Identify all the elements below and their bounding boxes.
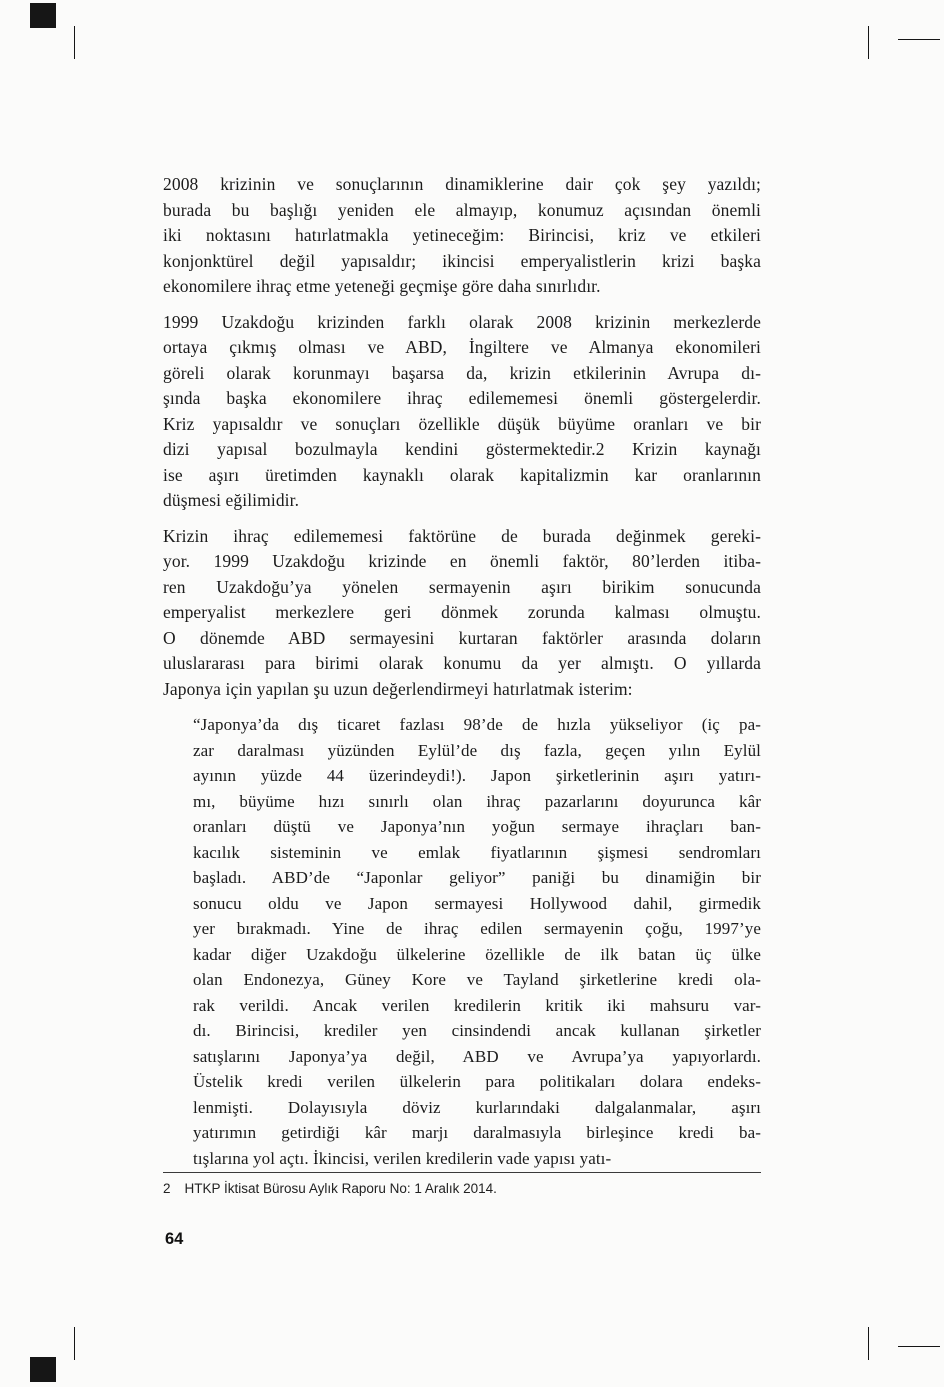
text-line: O dönemde ABD sermayesini kurtaran faktörler arasında doların — [163, 627, 761, 648]
text-line: ekonomilere ihraç etme yeteneği geçmişe göre daha sınırlıdır. — [163, 276, 601, 296]
text-line: ise aşırı üretimden kaynaklı olarak kapitalizmin kar oranlarının — [163, 464, 761, 485]
text-line: ortaya çıkmış olması ve ABD, İngiltere ve Almanya ekonomileri — [163, 337, 761, 357]
text-line: olan Endonezya, Güney Kore ve Tayland şirketlerine kredi ola- — [193, 970, 761, 989]
text-line: satışlarını Japonya’ya değil, ABD ve Avrupa’ya yapıyorlardı. — [193, 1046, 761, 1066]
crop-mark-top-right-vertical — [868, 26, 869, 59]
text-line: göreli olarak korunmayı başarsa da, krizin etkilerinin Avrupa dı- — [163, 362, 761, 383]
text-line: 1999 Uzakdoğu krizinden farklı olarak 2008 krizinin merkezlerde — [163, 311, 761, 332]
text-line: dizi yapısal bozulmayla kendini göstermektedir.2 Krizin kaynağı — [163, 439, 761, 459]
text-line: burada bu başlığı yeniden ele almayıp, konumuz açısından önemli — [163, 199, 761, 220]
text-line: kacılık sisteminin ve emlak fiyatlarının şişmesi sendromları — [193, 842, 761, 862]
crop-mark-top-left-vertical — [74, 26, 75, 59]
text-line: sonucu oldu ve Japon sermayesi Hollywood dahil, girmedik — [193, 893, 761, 913]
footnote-text: HTKP İktisat Bürosu Aylık Raporu No: 1 Aralık 2014. — [184, 1181, 497, 1196]
text-line: başladı. ABD’de “Japonlar geliyor” paniği bu dinamiğin bir — [193, 868, 761, 887]
registration-square-top-left-icon — [30, 3, 56, 28]
text-line: rak verildi. Ancak verilen kredilerin kritik iki mahsuru var- — [193, 995, 761, 1015]
text-line: yatırımın getirdiği kâr marjı daralmasıyla birleşince kredi ba- — [193, 1123, 761, 1142]
footnote-block — [163, 1172, 761, 1197]
text-line: yer bırakmadı. Yine de ihraç edilen sermayenin çoğu, 1997’ye — [193, 919, 761, 938]
text-line: tışlarına yol açtı. İkincisi, verilen kredilerin vade yapısı yatı- — [193, 1148, 612, 1168]
text-line: konjonktürel değil yapısaldır; ikincisi emperyalistlerin krizi başka — [163, 250, 761, 271]
text-line: Üstelik kredi verilen ülkelerin para politikaları dolara endeks- — [193, 1072, 761, 1091]
registration-square-bottom-left-icon — [30, 1357, 56, 1382]
text-line: iki noktasını hatırlatmakla yetineceğim: Birincisi, kriz ve etkileri — [163, 225, 761, 245]
text-line: kadar diğer Uzakdoğu ülkelerine özellikle de ilk batan üç ülke — [193, 944, 761, 964]
footnote-divider — [163, 1172, 761, 1173]
text-line: emperyalist merkezlere geri dönmek zorunda kalması olmuştu. — [163, 602, 761, 622]
crop-mark-top-right-horizontal — [898, 39, 940, 40]
page-content — [163, 172, 761, 1171]
paragraph — [163, 524, 761, 703]
text-line: 2008 krizinin ve sonuçlarının dinamiklerine dair çok şey yazıldı; — [163, 174, 761, 194]
text-line: uluslararası para birimi olarak konumu da yer almıştı. O yıllarda — [163, 653, 761, 673]
crop-mark-bottom-left-vertical — [74, 1327, 75, 1360]
text-line: oranları düştü ve Japonya’nın yoğun sermaye ihraçları ban- — [193, 817, 761, 836]
text-line: ayının yüzde 44 üzerindeydi!). Japon şirketlerinin aşırı yatırı- — [193, 766, 761, 785]
footnote — [163, 1180, 761, 1197]
text-line: Japonya için yapılan şu uzun değerlendirmeyi hatırlatmak isterim: — [163, 678, 633, 699]
text-line: zar daralması yüzünden Eylül’de dış fazla, geçen yılın Eylül — [193, 740, 761, 760]
text-line: mı, büyüme hızı sınırlı olan ihraç pazarlarını doyurunca kâr — [193, 791, 761, 811]
crop-mark-bottom-right-vertical — [868, 1327, 869, 1360]
text-line: “Japonya’da dış ticaret fazlası 98’de de hızla yükseliyor (iç pa- — [193, 715, 761, 734]
text-line: şında başka ekonomilere ihraç edilememesi önemli göstergelerdir. — [163, 388, 761, 408]
paragraph — [163, 310, 761, 514]
paragraph — [163, 172, 761, 300]
footnote-marker: 2 — [163, 1181, 171, 1196]
text-line: ren Uzakdoğu’ya yönelen sermayenin aşırı birikim sonucunda — [163, 576, 761, 597]
page-number: 64 — [165, 1230, 184, 1248]
crop-mark-bottom-right-horizontal — [898, 1346, 940, 1347]
block-quote — [193, 712, 761, 1171]
text-line: düşmesi eğilimidir. — [163, 490, 300, 510]
text-line: Krizin ihraç edilememesi faktörüne de burada değinmek gereki- — [163, 525, 761, 546]
text-line: Kriz yapısaldır ve sonuçları özellikle düşük büyüme oranları ve bir — [163, 413, 761, 434]
paragraphs — [163, 172, 761, 1171]
text-line: yor. 1999 Uzakdoğu krizinde en önemli faktör, 80’lerden itiba- — [163, 551, 761, 571]
text-line: dı. Birincisi, krediler yen cinsindendi ancak kullanan şirketler — [193, 1021, 761, 1040]
text-line: lenmişti. Dolayısıyla döviz kurlarındaki dalgalanmalar, aşırı — [193, 1097, 761, 1117]
